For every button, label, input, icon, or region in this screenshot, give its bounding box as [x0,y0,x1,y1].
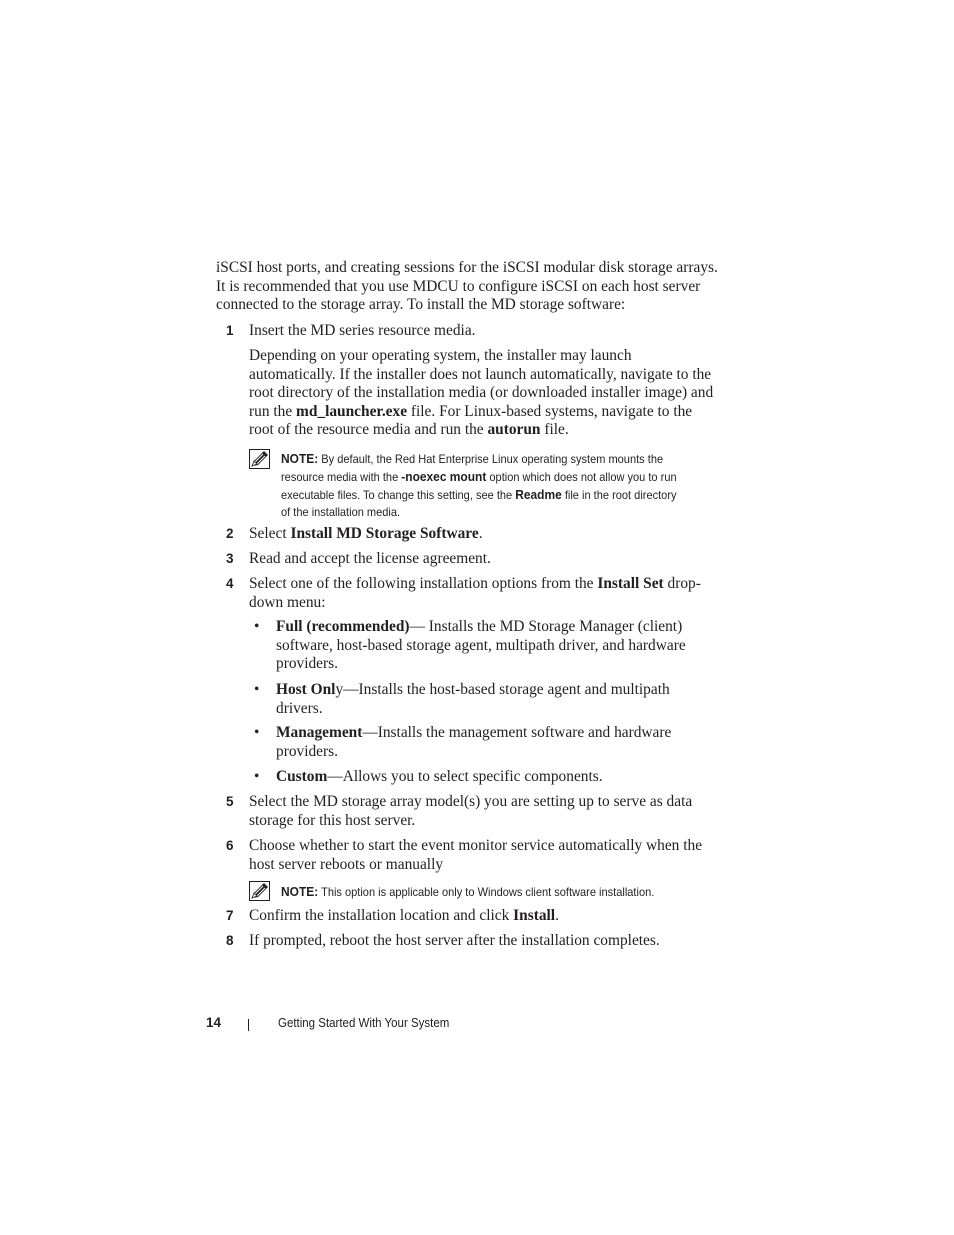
ui-option-install-set: Install Set [597,575,664,592]
step-text: Select Install MD Storage Software. [249,525,483,542]
step-number: 8 [226,933,234,948]
bullet-item: Custom—Allows you to select specific components. [276,768,603,785]
step-number: 6 [226,838,234,853]
step-text: Select one of the following installation options from the Install Set drop-down menu: [249,575,701,611]
ui-option-install-md-storage: Install MD Storage Software [290,525,479,542]
note-pencil-icon [249,449,270,469]
step-text: Choose whether to start the event monitor service automatically when the host server reboots or manually [249,837,703,873]
intro-paragraph: iSCSI host ports, and creating sessions for the iSCSI modular disk storage arrays. It is recommended that you use MDCU to configure iSCSI on each host server connected to the storage array. To install the MD storage software: [216,259,718,313]
bullet-dot: • [254,681,260,698]
step-number: 1 [226,323,234,338]
step-number: 2 [226,526,234,541]
note-label: NOTE: [281,451,319,466]
filename-md-launcher: md_launcher.exe [296,402,408,420]
bullet-dot: • [254,618,260,635]
step-number: 5 [226,794,234,809]
page-number: 14 [206,1015,222,1030]
step-text: Confirm the installation location and click Install. [249,907,559,924]
step-text: Select the MD storage array model(s) you are setting up to serve as data storage for this host server. [249,793,693,829]
footer-separator [248,1019,249,1031]
bullet-dot: • [254,724,260,741]
bullet-item: Host Only—Installs the host-based storage agent and multipath drivers. [276,681,670,717]
note-box: NOTE: This option is applicable only to Windows client software installation. [281,884,655,899]
note-pencil-icon [249,881,270,901]
step-text: Read and accept the license agreement. [249,550,491,567]
step-number: 3 [226,551,234,566]
step-number: 7 [226,908,234,923]
step-text: If prompted, reboot the host server after the installation completes. [249,932,660,949]
bullet-item: Full (recommended)— Installs the MD Storage Manager (client) software, host-based storage agent, multipath driver, and hardware providers. [276,618,686,672]
step-detail: Depending on your operating system, the installer may launch automatically. If the installer does not launch automatically, navigate to the root directory of the installation media (or downloaded installer image) and run the md_launcher.exe file. For Linux-based systems, navigate to the root of the resource media and run the autorun file. [249,347,714,438]
note-box: NOTE: By default, the Red Hat Enterprise Linux operating system mounts the resource media with the -noexec mount option which does not allow you to run executable files. To change this setting, see the Readme file in the root directory of the installation media. [281,451,677,519]
footer-chapter-title: Getting Started With Your System [278,1016,450,1030]
bullet-item: Management—Installs the management software and hardware providers. [276,724,672,760]
bullet-dot: • [254,768,260,785]
step-number: 4 [226,576,234,591]
ui-button-install: Install [513,907,556,924]
step-text: Insert the MD series resource media. [249,322,476,339]
filename-autorun: autorun [487,421,541,438]
note-label: NOTE: [281,884,319,899]
